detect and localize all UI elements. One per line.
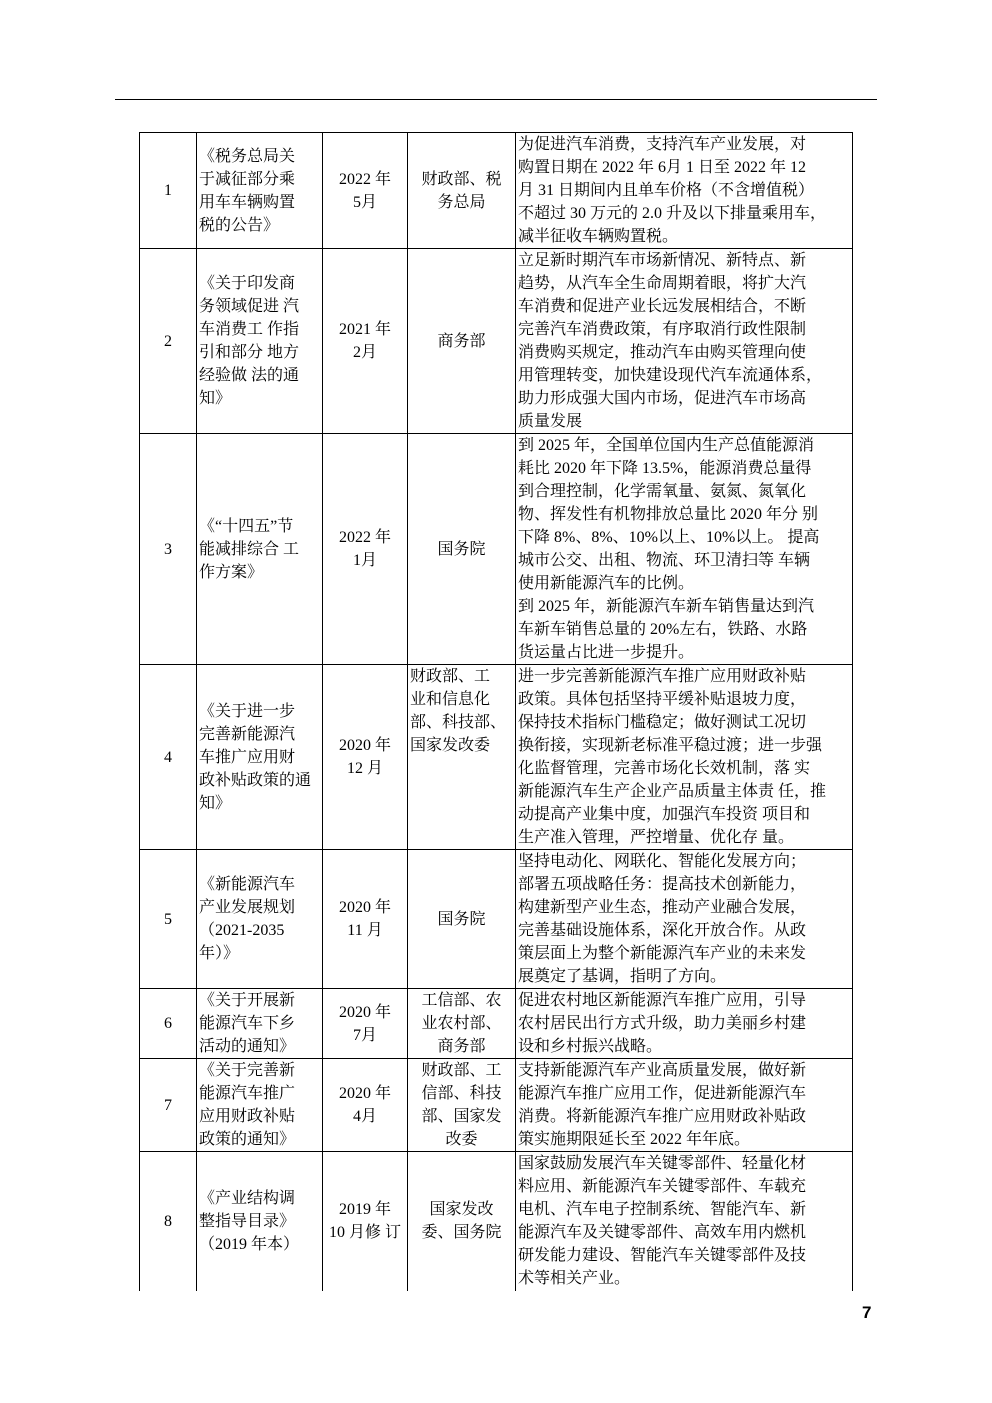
- policy-description-line: 策实施期限延长至 2022 年年底。: [518, 1131, 751, 1148]
- policy-title-line: 政策的通知》: [199, 1131, 296, 1148]
- policy-description: [516, 1152, 853, 1291]
- policy-title-line: 税的公告》: [199, 216, 280, 234]
- issue-date-line: 2022 年: [338, 170, 391, 188]
- policy-description-line: 生产准入管理，严控增量、优化存 量。: [518, 829, 795, 846]
- policy-title-line: 车消费工 作指: [199, 321, 300, 338]
- page-number: 7: [862, 1303, 872, 1322]
- policy-description-line: 月 31 日期间内且单车价格（不含增值税）: [518, 182, 815, 199]
- issuing-department: [408, 133, 516, 249]
- issuing-department-line: 商务部: [437, 1038, 486, 1055]
- issue-date-line: 11 月: [347, 922, 383, 939]
- policy-description-line: 助力形成强大国内市场，促进汽车市场高: [518, 390, 807, 407]
- issue-date-line: 2020 年: [338, 1085, 391, 1102]
- policy-title-line: 《产业结构调: [199, 1189, 296, 1207]
- issue-date: [323, 434, 408, 665]
- issue-date-line: 2020 年: [338, 1003, 391, 1021]
- issuing-department: [408, 249, 516, 434]
- table-row: [140, 1152, 853, 1291]
- policy-description-line: 到 2025 年，全国单位国内生产总值能源消: [518, 437, 815, 454]
- table-row: [140, 850, 853, 989]
- policy-description: [516, 1059, 853, 1152]
- issuing-department: [408, 989, 516, 1059]
- issuing-department-line: 国家发改: [429, 1201, 494, 1219]
- row-number: 7: [140, 1059, 197, 1152]
- policy-title-line: 《“十四五”节: [199, 517, 294, 535]
- policy-description-line: 促进农村地区新能源汽车推广应用，引导: [518, 992, 807, 1009]
- issuing-department-line: 信部、科技: [421, 1085, 502, 1102]
- policy-description-line: 到合理控制，化学需氧量、氨氮、氮氧化: [518, 483, 807, 500]
- issuing-department: [408, 850, 516, 989]
- issue-date: [323, 850, 408, 989]
- policy-description-line: 能源汽车推广应用工作，促进新能源汽车: [518, 1085, 807, 1102]
- policy-description-line: 农村居民出行方式升级，助力美丽乡村建: [518, 1015, 807, 1032]
- policy-description-line: 动提高产业集中度，加强汽车投资 项目和: [518, 806, 811, 823]
- row-number: 2: [140, 249, 197, 434]
- policy-description-line: 消费。将新能源汽车推广应用财政补贴政: [518, 1108, 807, 1125]
- policy-title-line: （2019 年本）: [199, 1235, 300, 1253]
- table-row: [140, 1059, 853, 1152]
- policy-description-line: 术等相关产业。: [518, 1270, 631, 1288]
- issuing-department-line: 国务院: [437, 910, 486, 928]
- table-row: [140, 665, 853, 850]
- issue-date-line: 1月: [352, 552, 377, 569]
- issue-date-line: 10 月修 订: [328, 1224, 401, 1242]
- issue-date-line: 2021 年: [338, 321, 391, 338]
- policy-description-line: 物、挥发性有机物排放总量比 2020 年分 别: [518, 506, 819, 523]
- issuing-department-line: 改委: [445, 1131, 478, 1148]
- issue-date: [323, 1059, 408, 1152]
- issuing-department: [408, 1152, 516, 1291]
- policy-title-line: 政补贴政策的通: [199, 771, 312, 789]
- policy-title-line: 车推广应用财: [199, 748, 296, 766]
- policy-description-line: 为促进汽车消费，支持汽车产业发展，对: [518, 136, 807, 153]
- policy-title: [197, 665, 323, 850]
- policy-title-line: 务领域促进 汽: [199, 298, 300, 315]
- policy-title-line: 能减排综合 工: [199, 540, 300, 558]
- policy-description: [516, 133, 853, 249]
- issuing-department-line: 部、科技部、: [410, 714, 507, 731]
- policy-description: [516, 850, 853, 989]
- policy-title-line: 《新能源汽车: [199, 876, 296, 893]
- policy-title-line: 引和部分 地方: [199, 344, 300, 361]
- issue-date-line: 4月: [352, 1108, 377, 1125]
- policy-title: [197, 1059, 323, 1152]
- issue-date: [323, 133, 408, 249]
- issuing-department-line: 国家发改委: [410, 737, 491, 754]
- policy-description-line: 部署五项战略任务：提高技术创新能力，: [518, 876, 807, 893]
- issuing-department-line: 工信部、农: [421, 992, 502, 1009]
- policy-table: [139, 132, 853, 1291]
- policy-description-line: 策层面上为整个新能源汽车产业的未来发: [518, 945, 807, 962]
- policy-description-line: 支持新能源汽车产业高质量发展，做好新: [518, 1062, 807, 1079]
- policy-title-line: 应用财政补贴: [199, 1108, 296, 1125]
- policy-description-line: 能源汽车及关键零部件、高效车用内燃机: [518, 1224, 807, 1242]
- table-row: [140, 434, 853, 665]
- policy-title-line: 知》: [199, 390, 232, 407]
- issuing-department-line: 商务部: [437, 332, 486, 350]
- policy-description-line: 减半征收车辆购置税。: [518, 228, 679, 245]
- issuing-department-line: 国务院: [437, 540, 486, 558]
- table-row: [140, 989, 853, 1059]
- policy-description-line: 料应用、新能源汽车关键零部件、车载充: [518, 1178, 807, 1196]
- policy-title-line: 《税务总局关: [199, 147, 296, 165]
- policy-description: [516, 989, 853, 1059]
- policy-description-line: 用管理转变，加快建设现代汽车流通体系，: [518, 367, 823, 384]
- policy-title-line: 能源汽车下乡: [199, 1015, 296, 1032]
- policy-title-line: 于减征部分乘: [199, 170, 296, 188]
- policy-description-line: 车消费和促进产业长远发展相结合，不断: [518, 298, 807, 315]
- policy-title-line: 活动的通知》: [199, 1038, 296, 1055]
- row-number: 1: [140, 133, 197, 249]
- policy-description-line: 立足新时期汽车市场新情况、新特点、新: [518, 252, 807, 269]
- issuing-department-line: 财政部、工: [421, 1062, 502, 1079]
- policy-description-line: 到 2025 年，新能源汽车新车销售量达到汽: [518, 598, 815, 615]
- policy-description: [516, 434, 853, 665]
- policy-description-line: 货运量占比进一步提升。: [518, 644, 695, 661]
- issuing-department: [408, 665, 516, 850]
- issuing-department: [408, 434, 516, 665]
- issuing-department-line: 财政部、税: [421, 170, 502, 188]
- policy-description-line: 化监督管理，完善市场化长效机制，落 实: [518, 760, 811, 777]
- policy-title-line: 整指导目录》: [199, 1212, 296, 1230]
- policy-description-line: 电机、汽车电子控制系统、智能汽车、新: [518, 1201, 807, 1219]
- table-row: [140, 249, 853, 434]
- table-row: [140, 133, 853, 249]
- issue-date: [323, 1152, 408, 1291]
- issue-date: [323, 249, 408, 434]
- policy-title-line: 《关于完善新: [199, 1062, 296, 1079]
- policy-description-line: 耗比 2020 年下降 13.5%，能源消费总量得: [518, 460, 812, 477]
- policy-title: [197, 989, 323, 1059]
- issuing-department: [408, 1059, 516, 1152]
- issue-date-line: 2022 年: [338, 529, 391, 546]
- policy-description-line: 城市公交、出租、物流、环卫清扫等 车辆: [518, 552, 811, 569]
- policy-title-line: 产业发展规划: [199, 899, 296, 916]
- policy-title: [197, 434, 323, 665]
- issuing-department-line: 业农村部、: [421, 1015, 502, 1032]
- policy-description-line: 完善汽车消费政策，有序取消行政性限制: [518, 321, 807, 338]
- row-number: 5: [140, 850, 197, 989]
- policy-title: [197, 249, 323, 434]
- policy-title-line: 《关于印发商: [199, 275, 296, 292]
- policy-title-line: 《关于开展新: [199, 992, 296, 1009]
- policy-description-line: 展奠定了基调，指明了方向。: [518, 968, 727, 985]
- row-number: 8: [140, 1152, 197, 1291]
- policy-description: [516, 665, 853, 850]
- issue-date: [323, 989, 408, 1059]
- policy-description-line: 购置日期在 2022 年 6月 1 日至 2022 年 12: [518, 159, 807, 176]
- issuing-department-line: 部、国家发: [421, 1108, 502, 1125]
- policy-title-line: 经验做 法的通: [199, 367, 300, 384]
- policy-title-line: 知》: [199, 794, 232, 812]
- policy-description-line: 不超过 30 万元的 2.0 升及以下排量乘用车，: [518, 205, 827, 222]
- policy-description-line: 消费购买规定，推动汽车由购买管理向使: [518, 344, 807, 361]
- policy-title-line: （2021-2035: [199, 922, 285, 939]
- issue-date-line: 2020 年: [338, 737, 391, 754]
- row-number: 6: [140, 989, 197, 1059]
- policy-description-line: 保持技术指标门槛稳定；做好测试工况切: [518, 714, 807, 731]
- issuing-department-line: 务总局: [437, 193, 486, 211]
- policy-description-line: 设和乡村振兴战略。: [518, 1038, 663, 1055]
- policy-title-line: 能源汽车推广: [199, 1085, 296, 1102]
- policy-description-line: 换衔接，实现新老标准平稳过渡；进一步强: [518, 737, 823, 754]
- issuing-department-line: 委、国务院: [421, 1224, 502, 1242]
- issuing-department-line: 财政部、工: [410, 668, 491, 685]
- policy-title: [197, 133, 323, 249]
- issue-date-line: 5月: [352, 193, 377, 211]
- issue-date-line: 2月: [352, 344, 377, 361]
- policy-description: [516, 249, 853, 434]
- policy-description-line: 新能源汽车生产企业产品质量主体责 任，推: [518, 783, 827, 800]
- policy-title-line: 年）》: [199, 945, 240, 962]
- issuing-department-line: 业和信息化: [410, 691, 491, 708]
- policy-description-line: 政策。具体包括坚持平缓补贴退坡力度，: [518, 691, 807, 708]
- header-rule: [115, 99, 877, 100]
- policy-title-line: 作方案》: [199, 563, 264, 581]
- policy-description-line: 趋势，从汽车全生命周期着眼，将扩大汽: [518, 275, 807, 292]
- issue-date-line: 2020 年: [338, 899, 391, 916]
- policy-title-line: 用车车辆购置: [199, 193, 296, 211]
- row-number: 4: [140, 665, 197, 850]
- issue-date: [323, 665, 408, 850]
- policy-description-line: 国家鼓励发展汽车关键零部件、轻量化材: [518, 1155, 807, 1173]
- policy-title-line: 完善新能源汽: [199, 725, 296, 743]
- policy-description-line: 研发能力建设、智能汽车关键零部件及技: [518, 1247, 807, 1265]
- policy-description-line: 车新车销售总量的 20%左右，铁路、水路: [518, 621, 808, 638]
- policy-description-line: 构建新型产业生态，推动产业融合发展，: [518, 899, 807, 916]
- policy-title-line: 《关于进一步: [199, 702, 296, 720]
- policy-title: [197, 1152, 323, 1291]
- issue-date-line: 12 月: [346, 760, 383, 777]
- policy-description-line: 质量发展: [518, 413, 583, 430]
- policy-description-line: 进一步完善新能源汽车推广应用财政补贴: [518, 668, 807, 685]
- policy-description-line: 完善基础设施体系，深化开放合作。从政: [518, 922, 807, 939]
- policy-description-line: 使用新能源汽车的比例。: [518, 575, 695, 592]
- policy-description-line: 坚持电动化、网联化、智能化发展方向；: [518, 853, 807, 870]
- row-number: 3: [140, 434, 197, 665]
- policy-description-line: 下降 8%、8%、10%以上、10%以上。 提高: [518, 529, 820, 546]
- issue-date-line: 7月: [352, 1026, 377, 1044]
- issue-date-line: 2019 年: [338, 1201, 391, 1219]
- policy-title: [197, 850, 323, 989]
